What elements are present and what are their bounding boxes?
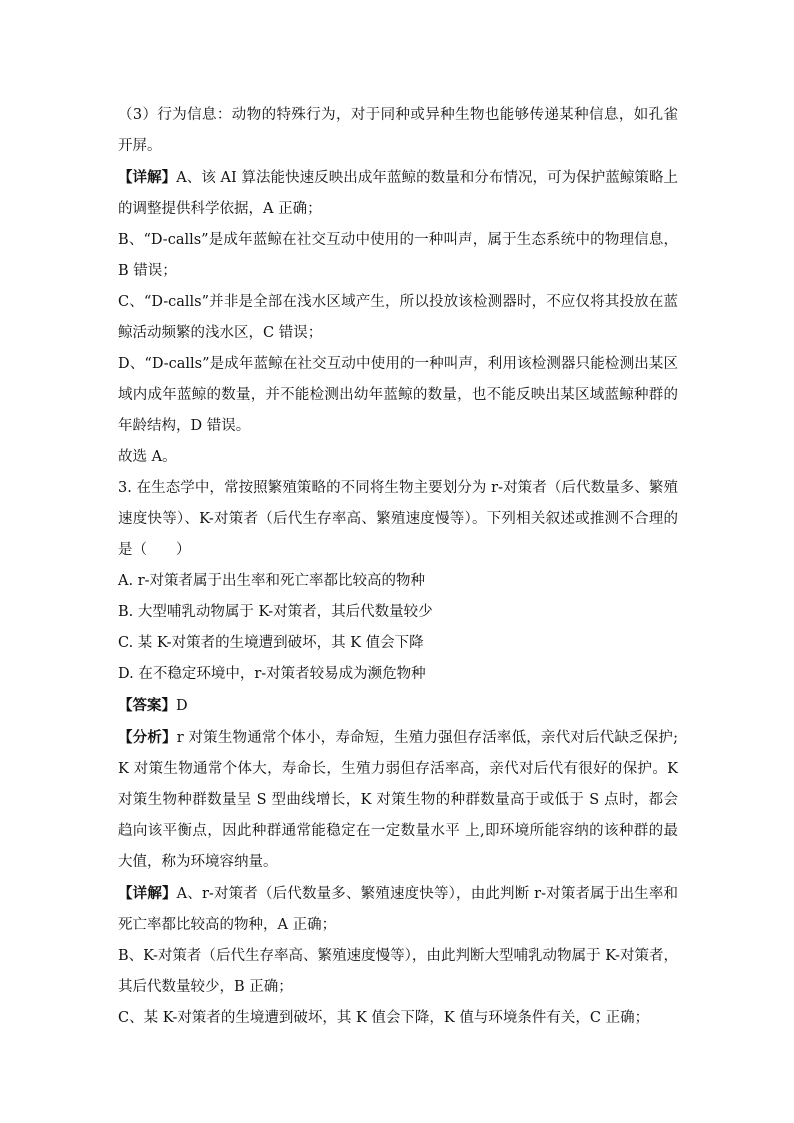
- detail-tag: 【详解】: [118, 169, 177, 186]
- q3-analysis: [118, 722, 678, 878]
- analysis-text: r 对策生物通常个体小，寿命短，生殖力强但存活率低，亲代对后代缺乏保护; K 对策生物通常个体大，寿命长，生殖力弱但存活率高，亲代对后代有很好的保护。K 对策生物种群数量呈 S 型曲线增长，K 对策生物的种群数量高于或低于 S 点时，都会趋向该平衡点，因此种群通常能稳定在一定数量水平 上,即环境所能容纳的该种群的最大值，称为环境容纳量。: [118, 730, 678, 870]
- q3-answer: [118, 690, 678, 722]
- q2-detail-a: [118, 162, 678, 225]
- q2-detail-c: C、“D-calls”并非是全部在浅水区域产生，所以投放该检测器时，不应仅将其投放在蓝鲸活动频繁的浅水区，C 错误；: [118, 294, 678, 341]
- q2-detail-a-text: A、该 AI 算法能快速反映出成年蓝鲸的数量和分布情况，可为保护蓝鲸策略上的调整提供科学依据，A 正确；: [118, 170, 679, 217]
- q3-detail-a: [118, 878, 678, 941]
- q2-conclusion: 故选 A。: [118, 449, 177, 465]
- answer-tag: 【答案】: [118, 697, 176, 714]
- q3-option-a: A. r-对策者属于出生率和死亡率都比较高的物种: [118, 573, 426, 589]
- q3-detail-c: C、某 K-对策者的生境遭到破坏，其 K 值会下降，K 值与环境条件有关，C 正确；: [118, 1010, 650, 1026]
- q3-detail-b: B、K-对策者（后代生存率高、繁殖速度慢等），由此判断大型哺乳动物属于 K-对策者，其后代数量较少，B 正确；: [118, 948, 678, 995]
- q3-option-b: B. 大型哺乳动物属于 K-对策者，其后代数量较少: [118, 604, 433, 620]
- q3-detail-a-text: A、r-对策者（后代数量多、繁殖速度快等），由此判断 r-对策者属于出生率和死亡率都比较高的物种，A 正确；: [118, 886, 678, 933]
- behavior-info-paragraph: （3）行为信息：动物的特殊行为，对于同种或异种生物也能够传递某种信息，如孔雀开屏。: [118, 107, 678, 154]
- answer-value: D: [176, 698, 188, 714]
- q3-stem: 3. 在生态学中，常按照繁殖策略的不同将生物主要划分为 r-对策者（后代数量多、繁殖速度快等）、K-对策者（后代生存率高、繁殖速度慢等）。下列相关叙述或推测不合理的是（ ）: [118, 480, 678, 558]
- q2-detail-d: D、“D-calls”是成年蓝鲸在社交互动中使用的一种叫声，利用该检测器只能检测出某区域内成年蓝鲸的数量，并不能检测出幼年蓝鲸的数量，也不能反映出某区域蓝鲸种群的年龄结构，D 错误。: [118, 356, 678, 434]
- q3-option-c: C. 某 K-对策者的生境遭到破坏，其 K 值会下降: [118, 635, 424, 651]
- q2-detail-b: B、“D-calls”是成年蓝鲸在社交互动中使用的一种叫声，属于生态系统中的物理信息，B 错误；: [118, 232, 678, 279]
- analysis-tag: 【分析】: [118, 729, 177, 746]
- detail-tag: 【详解】: [118, 885, 177, 902]
- q3-option-d: D. 在不稳定环境中，r-对策者较易成为濒危物种: [118, 666, 426, 682]
- document-page: [118, 100, 678, 1034]
